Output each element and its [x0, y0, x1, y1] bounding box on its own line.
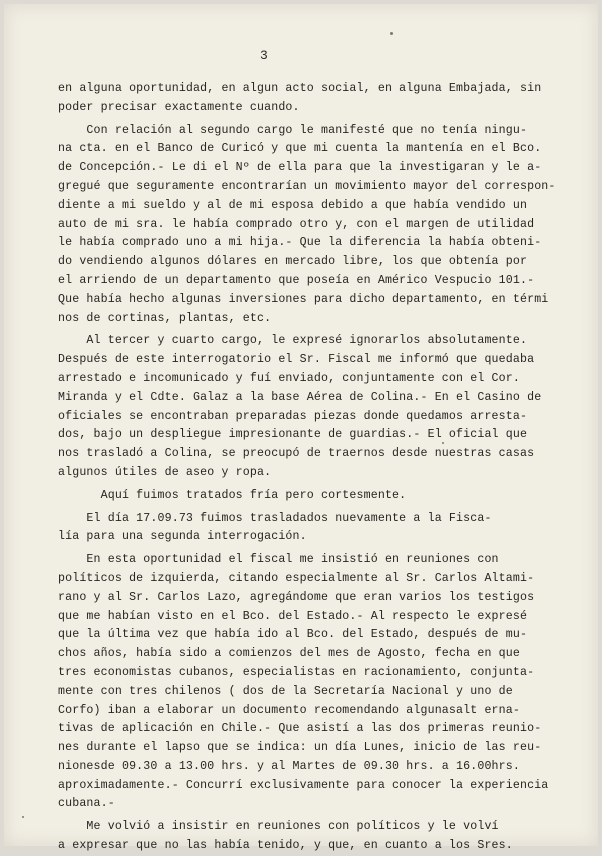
text-line: nionesde 09.30 a 13.00 hrs. y al Martes de 09.30 hrs. a 16.00hrs. — [58, 759, 520, 773]
text-line: Corfo) iban a elaborar un documento recomendando algunasalt erna- — [58, 703, 520, 717]
text-line: tres economistas cubanos, especialistas en racionamiento, conjunta- — [58, 665, 535, 679]
text-line: El día 17.09.73 fuimos trasladados nuevamente a la Fisca- — [58, 511, 492, 525]
text-line: tivas de aplicación en Chile.- Que asistí a las dos primeras reunio- — [58, 722, 542, 736]
paragraph — [58, 551, 558, 814]
document-body — [58, 80, 558, 856]
text-line: políticos de izquierda, citando especialmente al Sr. Carlos Altami- — [58, 571, 535, 585]
document-page — [4, 4, 598, 853]
paragraph — [58, 818, 558, 856]
text-line: gregué que seguramente encontrarían un movimiento mayor del correspon- — [58, 179, 556, 193]
text-line: Después de este interrogatorio el Sr. Fiscal me informó que quedaba — [58, 353, 535, 367]
text-line: poder precisar exactamente cuando. — [58, 100, 300, 114]
text-line: Con relación al segundo cargo le manifesté que no tenía ningu- — [58, 123, 528, 137]
text-line: mente con tres chilenos ( dos de la Secretaría Nacional y uno de — [58, 684, 513, 698]
text-line: de Concepción.- Le di el Nº de ella para que la investigaran y le a- — [58, 161, 542, 175]
text-line: dos, bajo un despliegue impresionante de guardias.- El oficial que — [58, 428, 528, 442]
paragraph — [58, 332, 558, 482]
text-line: que me habían visto en el Bco. del Estado.- Al respecto le expresé — [58, 609, 528, 623]
text-line: algunos útiles de aseo y ropa. — [58, 465, 272, 479]
text-line: Aquí fuimos tratados fría pero cortesmente. — [58, 488, 407, 502]
text-line: oficiales se encontraban preparadas piezas donde quedamos arresta- — [58, 409, 528, 423]
paragraph — [58, 122, 558, 329]
paragraph — [58, 510, 558, 548]
text-line: nes durante el lapso que se indica: un día Lunes, inicio de las reu- — [58, 741, 542, 755]
text-line: le había comprado uno a mi hija.- Que la diferencia la había obteni- — [58, 236, 542, 250]
text-line: auto de mi sra. le había comprado otro y, con el margen de utilidad — [58, 217, 535, 231]
text-line: en alguna oportunidad, en algun acto social, en alguna Embajada, sin — [58, 82, 542, 95]
text-line: aproximadamente.- Concurrí exclusivamente para conocer la experiencia — [58, 778, 549, 792]
text-line: nos trasladó a Colina, se preocupó de traernos desde nuestras casas — [58, 447, 535, 461]
text-line: el arriendo de un departamento que poseía en Américo Vespucio 101.- — [58, 273, 535, 287]
text-line: Miranda y el Cdte. Galaz a la base Aérea de Colina.- En el Casino de — [58, 390, 542, 404]
text-line: na cta. en el Banco de Curicó y que mi cuenta la mantenía en el Bco. — [58, 142, 542, 156]
text-line: a expresar que no las había tenido, y que, en cuanto a los Sres. — [58, 839, 513, 853]
text-line: Que había hecho algunas inversiones para dicho departamento, en térmi — [58, 292, 549, 306]
text-line: do vendiendo algunos dólares en mercado libre, los que obtenía por — [58, 255, 528, 269]
paragraph — [58, 487, 558, 506]
text-line: Me volvió a insistir en reuniones con políticos y le volví — [58, 820, 499, 834]
page-number: 3 — [260, 48, 268, 63]
text-line: chos años, había sido a comienzos del mes de Agosto, fecha en que — [58, 647, 520, 661]
text-line: Al tercer y cuarto cargo, le expresé ignorarlos absolutamente. — [58, 334, 528, 348]
text-line: nos de cortinas, plantas, etc. — [58, 311, 272, 325]
paper-speck — [22, 816, 24, 818]
text-line: En esta oportunidad el fiscal me insistió en reuniones con — [58, 553, 499, 567]
text-line: diente a mi sueldo y al de mi esposa debido a que había vendido un — [58, 198, 528, 212]
text-line: arrestado e incomunicado y fuí enviado, conjuntamente con el Cor. — [58, 371, 520, 385]
paragraph — [58, 80, 558, 118]
text-line: lía para una segunda interrogación. — [58, 530, 307, 544]
text-line: cubana.- — [58, 797, 115, 811]
text-line: que la última vez que había ido al Bco. del Estado, después de mu- — [58, 628, 528, 642]
paper-speck — [390, 32, 393, 35]
text-line: rano y al Sr. Carlos Lazo, agregándome que eran varios los testigos — [58, 590, 535, 604]
